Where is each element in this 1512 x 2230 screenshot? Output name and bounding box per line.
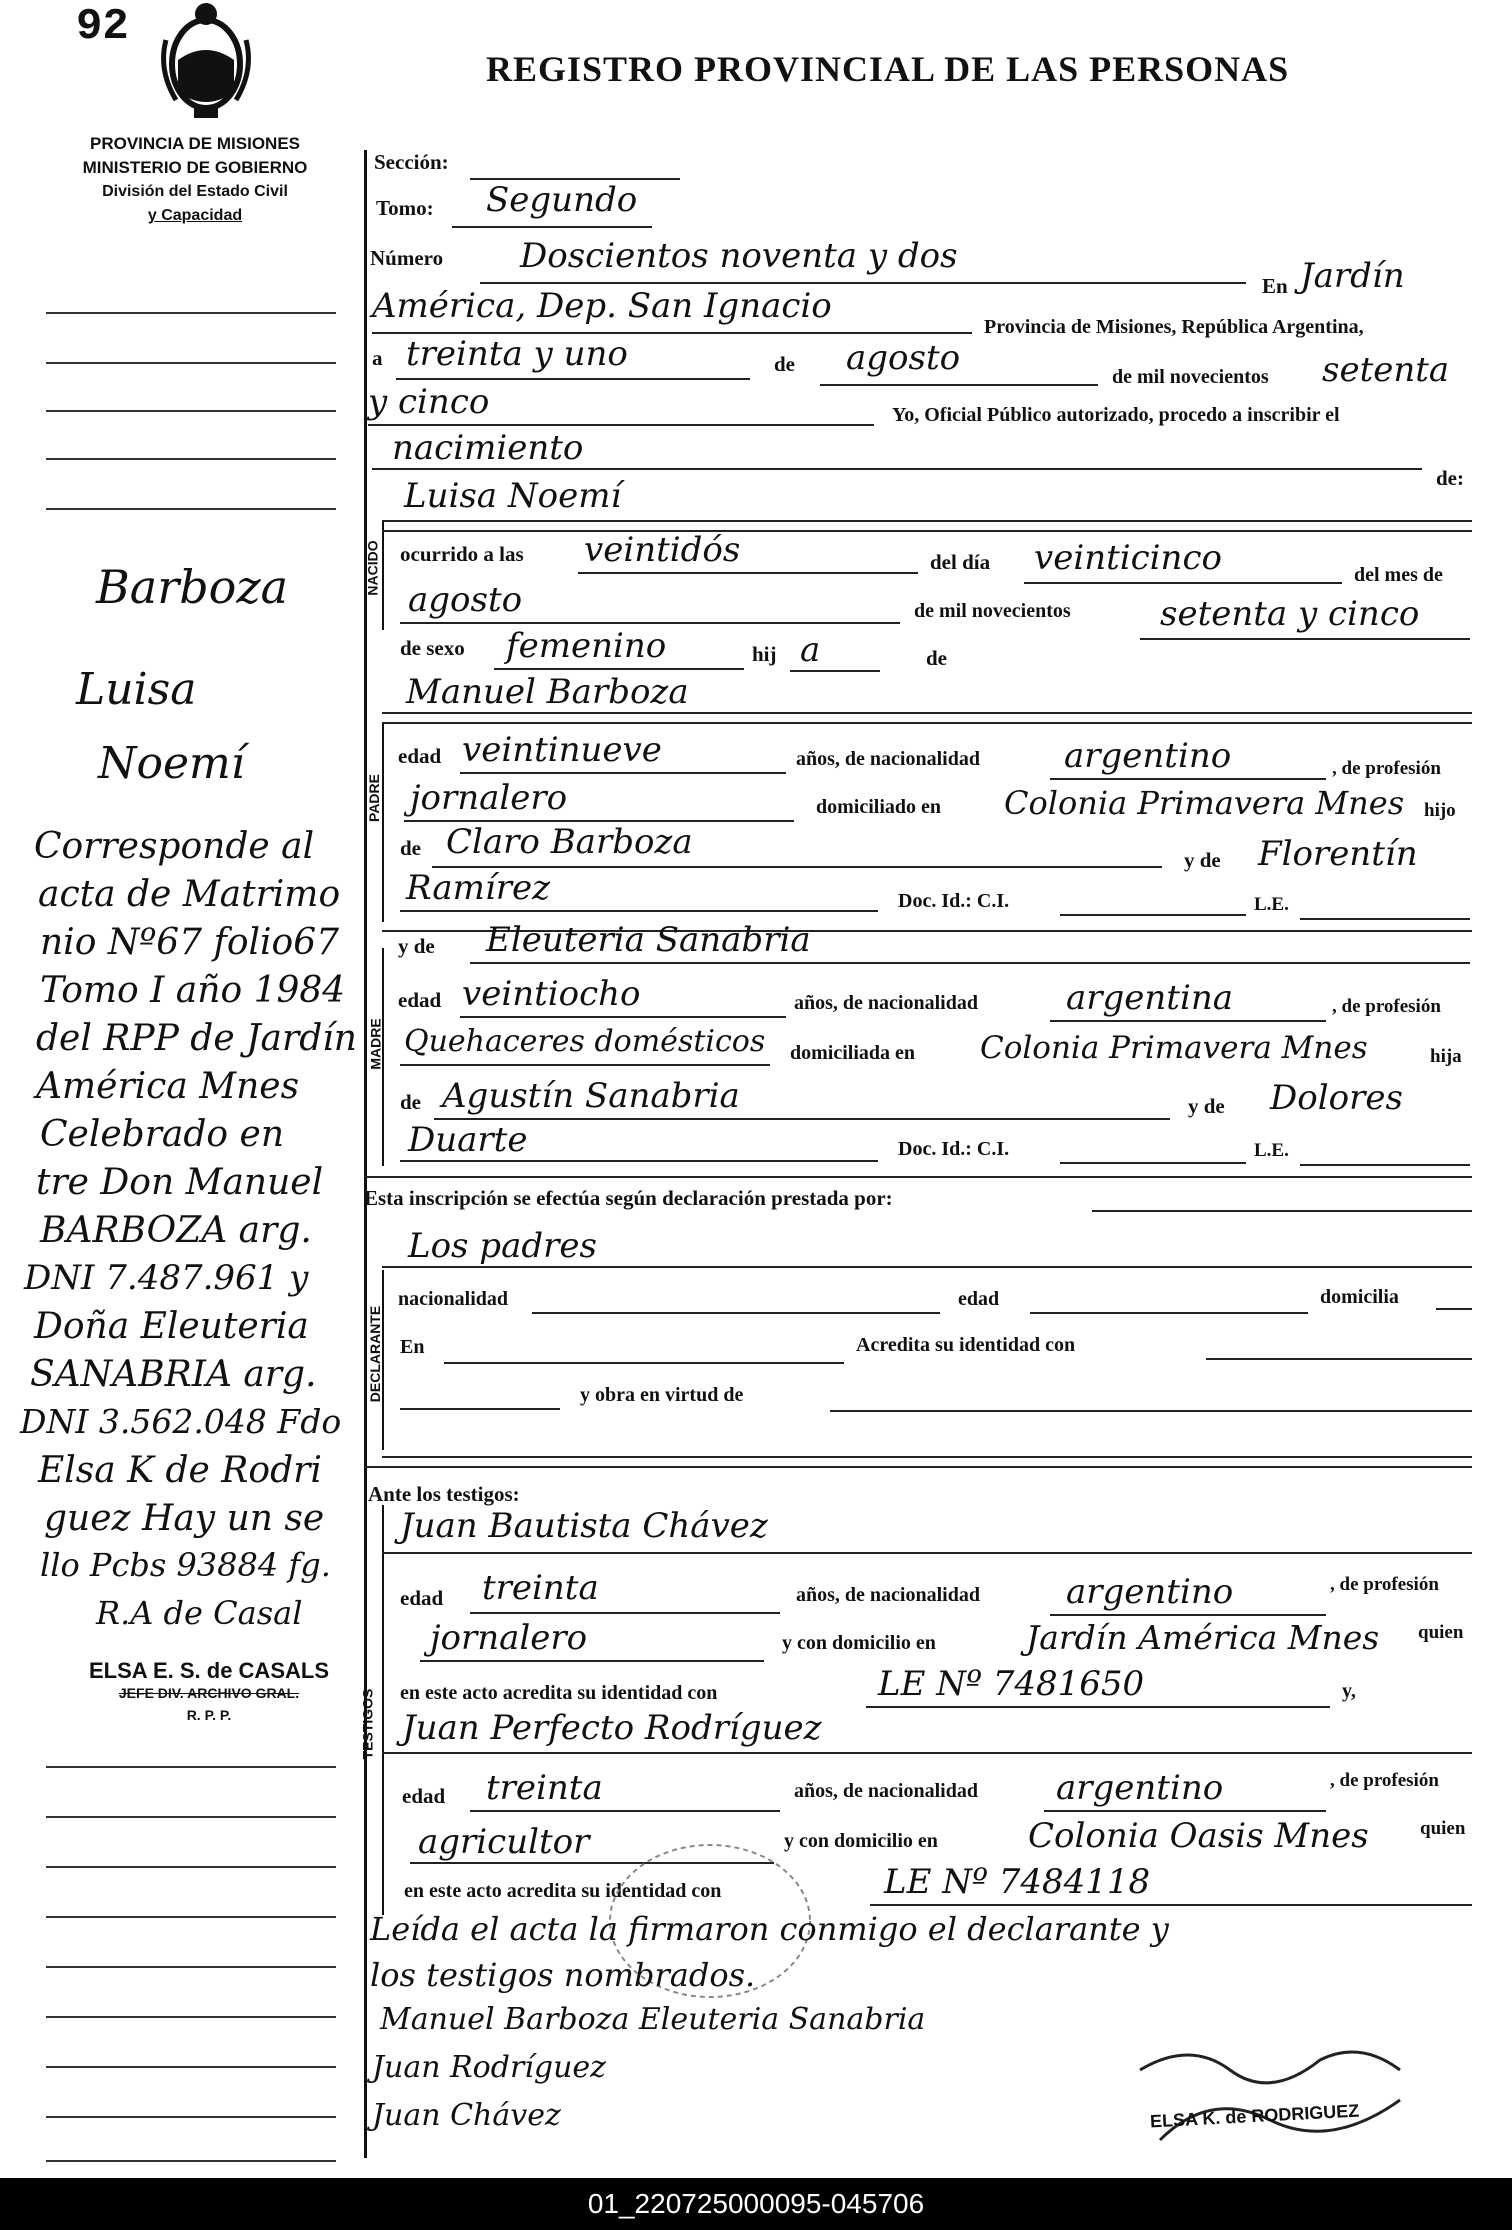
decl-en-label: En — [400, 1336, 425, 1358]
province-label: PROVINCIA DE MISIONES — [89, 134, 300, 153]
madre-edad-label: edad — [398, 988, 442, 1012]
t2-doc-line — [870, 1904, 1472, 1906]
yo-label: Yo, Oficial Público autorizado, procedo a inscribir el — [892, 404, 1340, 426]
t2-prof-value: agricultor — [418, 1822, 590, 1862]
dia-line — [396, 378, 750, 380]
padre-dom-value: Colonia Primavera Mnes — [1004, 784, 1405, 822]
tomo-value: Segundo — [486, 180, 638, 220]
header-left — [40, 132, 350, 228]
decl-nac-label: nacionalidad — [398, 1288, 509, 1310]
testigo1-line — [382, 1552, 1472, 1554]
padre-dom-label: domiciliado en — [816, 796, 942, 818]
madre-doc-line — [1060, 1162, 1246, 1164]
decl-dom-line — [1436, 1308, 1472, 1310]
left-line — [46, 362, 336, 364]
mes-nac-value: agosto — [408, 580, 523, 620]
anio-nac-value: setenta y cinco — [1160, 594, 1420, 634]
t2-quien-label: quien — [1420, 1818, 1466, 1839]
lugar1-value: Jardín — [1300, 256, 1405, 296]
t1-edad-value: treinta — [482, 1568, 599, 1608]
margin-note-line: acta de Matrimo — [38, 874, 341, 915]
left-line — [46, 1866, 336, 1868]
decl-nac-line — [532, 1312, 940, 1314]
padre-doc-line — [1060, 914, 1246, 916]
margin-note-line: Tomo I año 1984 — [40, 970, 346, 1011]
t1-anos-label: años, de nacionalidad — [796, 1584, 980, 1606]
madre-edad-line — [460, 1016, 786, 1018]
tomo-line — [452, 226, 652, 228]
mes-line — [820, 384, 1098, 386]
margin-note-line: R.A de Casal — [96, 1594, 303, 1632]
madre-nac-value: argentina — [1066, 978, 1234, 1018]
t1-acto-label: en este acto acredita su identidad con — [400, 1682, 718, 1704]
firma-testigo1: Juan Chávez — [372, 2098, 561, 2133]
left-line — [46, 2016, 336, 2018]
left-line — [46, 508, 336, 510]
acto-value: nacimiento — [392, 428, 584, 468]
de-colon-label: de: — [1436, 466, 1464, 490]
margin-note-line: guez Hay un se — [44, 1498, 325, 1539]
sexo-value: femenino — [506, 626, 667, 666]
t1-nac-line — [1050, 1614, 1326, 1616]
padre-madre2-line — [400, 910, 878, 912]
inscripcion-line — [1092, 1210, 1472, 1212]
madre-de-label: de — [400, 1090, 421, 1114]
left-line — [46, 2160, 336, 2162]
hij-label: hij — [752, 642, 777, 666]
decl-obra-line — [830, 1410, 1472, 1412]
seccion-label: Sección: — [374, 150, 449, 174]
t2-edad-label: edad — [402, 1784, 446, 1808]
margin-note-line: DNI 7.487.961 y — [24, 1258, 309, 1298]
inner-rule-padre — [382, 722, 384, 922]
t2-edad-value: treinta — [486, 1768, 603, 1808]
acto-line — [372, 468, 1422, 470]
section-padre: PADRE — [365, 774, 382, 822]
madre-madre2-line — [400, 1160, 878, 1162]
cierre1-text: Leída el acta la firmaron conmigo el declarante y — [370, 1910, 1169, 1948]
nombre-line-2 — [382, 530, 1472, 532]
madre-padre-value: Agustín Sanabria — [442, 1076, 740, 1116]
padre-nombre-line — [382, 712, 1472, 714]
margin-note-line: BARBOZA arg. — [40, 1210, 312, 1251]
margin-note-line: del RPP de Jardín — [36, 1018, 357, 1059]
madre-madre2-value: Duarte — [408, 1120, 528, 1160]
padre-anos-label: años, de nacionalidad — [796, 748, 980, 770]
cierre2-text: los testigos nombrados. — [370, 1956, 756, 1994]
t1-prof-value: jornalero — [430, 1618, 588, 1658]
madre-end-line — [364, 1176, 1472, 1178]
coat-of-arms-icon — [158, 0, 254, 122]
testigo1-value: Juan Bautista Chávez — [400, 1506, 768, 1546]
testigo2-value: Juan Perfecto Rodríguez — [402, 1708, 822, 1748]
t1-y-label: y, — [1342, 1680, 1356, 1702]
madre-madre1-value: Dolores — [1270, 1078, 1403, 1118]
madre-prof-line — [400, 1064, 770, 1066]
t1-edad-line — [470, 1612, 780, 1614]
madre-yde2-label: y de — [1188, 1094, 1225, 1118]
ocurrido-label: ocurrido a las — [400, 542, 524, 566]
anio2-value: y cinco — [368, 382, 490, 422]
official-signature-icon — [1100, 2030, 1440, 2160]
anio-nac-line — [1140, 638, 1470, 640]
padre-doc-label: Doc. Id.: C.I. — [898, 890, 1010, 912]
madre-doc-label: Doc. Id.: C.I. — [898, 1138, 1010, 1160]
margin-note-line: Doña Eleuteria — [34, 1306, 309, 1347]
margin-name1: Luisa — [76, 664, 197, 715]
padre-edad-line — [460, 772, 786, 774]
t2-nac-line — [1044, 1810, 1326, 1812]
madre-le-line — [1300, 1164, 1470, 1166]
madre-nac-line — [1050, 1020, 1326, 1022]
hora-line — [578, 572, 918, 574]
padre-padre-value: Claro Barboza — [446, 822, 693, 862]
de-mil-label: de mil novecientos — [1112, 366, 1269, 388]
firma-padres: Manuel Barboza Eleuteria Sanabria — [380, 2002, 926, 2037]
stamp-left-org: R. P. P. — [186, 1707, 232, 1723]
section-madre: MADRE — [367, 1018, 384, 1070]
padre-prof-value: jornalero — [410, 778, 568, 818]
t1-quien-label: quien — [1418, 1622, 1464, 1643]
decl-edad-line — [1030, 1312, 1308, 1314]
padre-madre1-value: Florentín — [1258, 834, 1418, 874]
footer-id: 01_220725000095-045706 — [0, 2178, 1512, 2230]
numero-line — [480, 282, 1246, 284]
left-line — [46, 2066, 336, 2068]
decl-blank-line — [400, 1408, 560, 1410]
ante-label: Ante los testigos: — [368, 1482, 520, 1506]
capacity-label: y Capacidad — [147, 207, 243, 224]
del-dia-label: del día — [930, 550, 991, 574]
t2-edad-line — [470, 1810, 780, 1812]
hij-suffix-value: a — [800, 630, 821, 670]
padre-nac-line — [1050, 778, 1326, 780]
firma-testigo2: Juan Rodríguez — [372, 2050, 606, 2085]
padre-edad-label: edad — [398, 744, 442, 768]
padre-nombre-line-2 — [382, 722, 1472, 724]
padre-le-label: L.E. — [1254, 894, 1289, 915]
padre-yde-label: y de — [1184, 848, 1221, 872]
declarante-line — [382, 1266, 1472, 1268]
t1-dom-value: Jardín América Mnes — [1026, 1618, 1380, 1657]
en-label: En — [1262, 274, 1288, 298]
inscripcion-label: Esta inscripción se efectúa según declaración prestada por: — [364, 1186, 893, 1210]
margin-surname: Barboza — [96, 560, 289, 614]
provincia-label: Provincia de Misiones, República Argentina, — [984, 316, 1364, 338]
margin-note-line: llo Pcbs 93884 fg. — [40, 1546, 331, 1584]
stamp-left-name: ELSA E. S. de CASALS — [88, 1658, 329, 1683]
margin-note-line: DNI 3.562.048 Fdo — [20, 1402, 342, 1441]
margin-note-line: América Mnes — [36, 1066, 300, 1107]
left-line — [46, 2116, 336, 2118]
decl-dom-label: domicilia — [1320, 1286, 1399, 1308]
t2-doc-value: LE Nº 7484118 — [884, 1862, 1151, 1902]
t1-prof-line — [420, 1660, 764, 1662]
padre-edad-value: veintinueve — [462, 730, 662, 770]
t2-dom-value: Colonia Oasis Mnes — [1028, 1816, 1369, 1856]
t1-edad-label: edad — [400, 1586, 444, 1610]
tomo-label: Tomo: — [376, 196, 434, 220]
madre-edad-value: veintiocho — [462, 974, 641, 1014]
inner-rule-testigos — [382, 1505, 384, 1915]
numero-value: Doscientos noventa y dos — [520, 236, 958, 276]
madre-dom-value: Colonia Primavera Mnes — [980, 1030, 1368, 1066]
testigo2-line — [382, 1752, 1472, 1754]
declarante-value: Los padres — [408, 1226, 597, 1266]
margin-name2: Noemí — [98, 738, 245, 789]
numero-label: Número — [370, 246, 444, 270]
sexo-line — [494, 668, 744, 670]
padre-hijo-label: hijo — [1424, 800, 1456, 821]
margin-note-line: Elsa K de Rodri — [38, 1450, 322, 1491]
madre-hija-label: hija — [1430, 1046, 1462, 1067]
anio1-value: setenta — [1322, 350, 1450, 390]
t1-prof-label: , de profesión — [1330, 1574, 1439, 1595]
madre-le-label: L.E. — [1254, 1140, 1289, 1161]
decl-en-line — [444, 1362, 844, 1364]
margin-note-line: tre Don Manuel — [36, 1162, 324, 1203]
de-sexo-label: de sexo — [400, 636, 465, 660]
dia-value: treinta y uno — [406, 334, 628, 374]
de-label: de — [774, 352, 795, 376]
decl-acredita-line — [1206, 1358, 1472, 1360]
page-title: REGISTRO PROVINCIAL DE LAS PERSONAS — [486, 49, 1290, 89]
t2-nac-value: argentino — [1056, 1768, 1224, 1808]
padre-nac-value: argentino — [1064, 736, 1232, 776]
left-line — [46, 1816, 336, 1818]
dia-nac-line — [1024, 582, 1342, 584]
padre-nombre-value: Manuel Barboza — [406, 672, 689, 712]
decl-edad-label: edad — [958, 1288, 1000, 1310]
decl-end-line — [382, 1456, 1472, 1458]
madre-padre-line — [434, 1118, 1170, 1120]
decl-obra-label: y obra en virtud de — [580, 1384, 744, 1406]
left-line — [46, 410, 336, 412]
stamp-left-title: JEFE DIV. ARCHIVO GRAL. — [118, 1685, 300, 1701]
margin-note-line: Corresponde al — [34, 826, 315, 867]
madre-anos-label: años, de nacionalidad — [794, 992, 978, 1014]
padre-madre2-value: Ramírez — [406, 868, 551, 908]
main-left-rule — [364, 150, 367, 2158]
division-label: División del Estado Civil — [102, 183, 288, 200]
t1-dom-label: y con domicilio en — [782, 1632, 936, 1654]
nombre-value: Luisa Noemí — [404, 476, 622, 516]
del-mes-label: del mes de — [1354, 564, 1443, 586]
section-nacido: NACIDO — [364, 540, 381, 596]
decl-end-line-2 — [364, 1466, 1472, 1468]
anio2-line — [368, 424, 874, 426]
t2-anos-label: años, de nacionalidad — [794, 1780, 978, 1802]
stamp-left — [54, 1660, 364, 1726]
nombre-line — [382, 520, 1472, 522]
mes-nac-line — [400, 622, 900, 624]
madre-yde-label: y de — [398, 934, 435, 958]
madre-prof-label: , de profesión — [1332, 996, 1441, 1017]
padre-de-label: de — [400, 836, 421, 860]
lugar2-value: América, Dep. San Ignacio — [372, 286, 832, 326]
margin-note-line: Celebrado en — [40, 1114, 285, 1155]
ministry-label: MINISTERIO DE GOBIERNO — [82, 158, 308, 177]
left-line — [46, 312, 336, 314]
left-line — [46, 1966, 336, 1968]
t1-nac-value: argentino — [1066, 1572, 1234, 1612]
madre-nombre-line — [470, 962, 1470, 964]
t1-doc-line — [866, 1706, 1330, 1708]
hora-value: veintidós — [584, 530, 741, 570]
de-mil2-label: de mil novecientos — [914, 600, 1071, 622]
stamp-right: ELSA K. de RODRIGUEZ — [1149, 2100, 1360, 2132]
t1-doc-value: LE Nº 7481650 — [878, 1664, 1145, 1704]
section-testigos: TESTIGOS — [359, 1688, 376, 1760]
padre-le-line — [1300, 918, 1470, 920]
margin-note-line: SANABRIA arg. — [30, 1354, 317, 1395]
dia-nac-value: veinticinco — [1034, 538, 1222, 578]
page-number: 92 — [76, 2, 129, 52]
t2-acto-label: en este acto acredita su identidad con — [404, 1880, 722, 1902]
madre-prof-value: Quehaceres domésticos — [404, 1024, 766, 1059]
inner-rule-nacido — [382, 520, 384, 630]
a-label: a — [372, 346, 383, 370]
t2-prof-label: , de profesión — [1330, 1770, 1439, 1791]
madre-dom-label: domiciliada en — [790, 1042, 916, 1064]
left-line — [46, 458, 336, 460]
mes-value: agosto — [846, 338, 961, 378]
decl-acredita-label: Acredita su identidad con — [856, 1334, 1076, 1356]
hij-line — [790, 670, 880, 672]
padre-prof-label: , de profesión — [1332, 758, 1441, 779]
t2-dom-label: y con domicilio en — [784, 1830, 938, 1852]
hij-de-label: de — [926, 646, 947, 670]
left-line — [46, 1766, 336, 1768]
madre-nombre-value: Eleuteria Sanabria — [486, 920, 811, 960]
section-declarante: DECLARANTE — [367, 1305, 384, 1403]
left-line — [46, 1916, 336, 1918]
margin-note-line: nio Nº67 folio67 — [40, 922, 340, 963]
